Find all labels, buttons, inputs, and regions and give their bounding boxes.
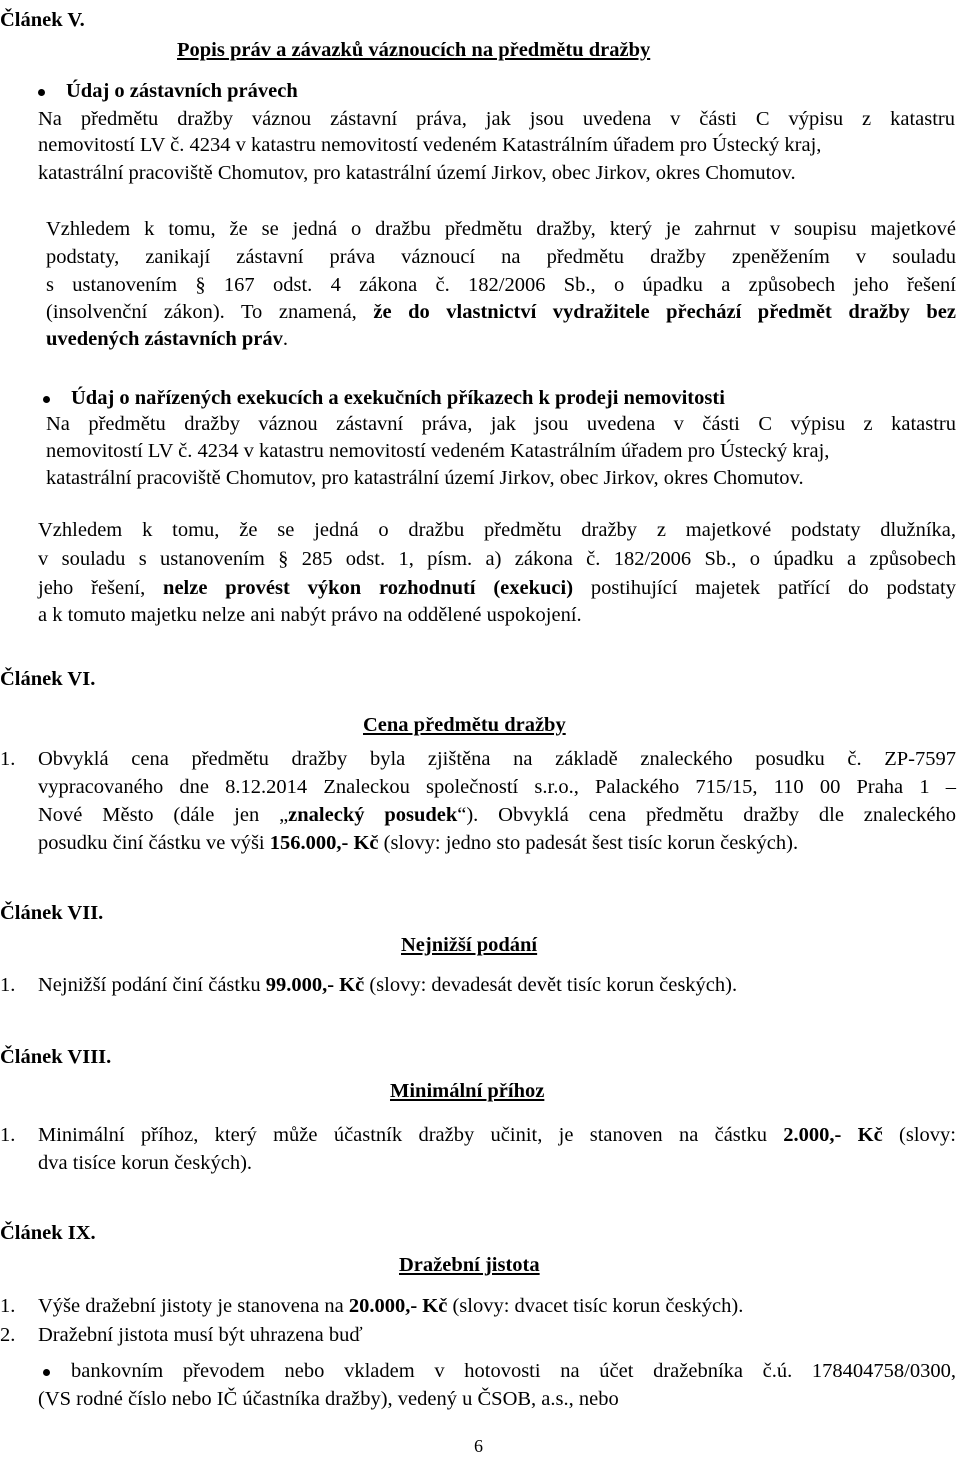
article-vii-title: Nejnižší podání bbox=[401, 934, 538, 956]
paragraph-line: (insolvenční zákon). To znamená, že do vlastnictví vydražitele přechází předmět dražby bez bbox=[46, 301, 956, 323]
bullet-bank-transfer: bankovním převodem nebo vkladem v hotovosti na účet dražebníka č.ú. 178404758/0300, bbox=[71, 1357, 956, 1386]
paragraph-line: nemovitostí LV č. 4234 v katastru nemovitostí vedeném Katastrálním úřadem pro Ústecký kraj, bbox=[46, 440, 830, 462]
list-number: 1. bbox=[0, 1124, 16, 1146]
list-number: 2. bbox=[0, 1324, 16, 1346]
paragraph-line: podstaty, zanikají zástavní práva váznoucí na předmětu dražby zpeněžením v souladu bbox=[46, 246, 956, 268]
bullet-zastavni-prava-title: Údaj o zástavních právech bbox=[66, 77, 298, 106]
page-number: 6 bbox=[474, 1436, 483, 1456]
list-number: 1. bbox=[0, 1295, 16, 1317]
paragraph-line: Výše dražební jistoty je stanovena na 20.000,- Kč (slovy: dvacet tisíc korun českých). bbox=[38, 1295, 744, 1317]
paragraph-line: katastrální pracoviště Chomutov, pro katastrální území Jirkov, obec Jirkov, okres Chomutov. bbox=[38, 162, 796, 184]
list-number: 1. bbox=[0, 974, 16, 996]
paragraph-line: Vzhledem k tomu, že se jedná o dražbu předmětu dražby, který je zahrnut v soupisu majetkové bbox=[46, 218, 956, 240]
paragraph-line: (VS rodné číslo nebo IČ účastníka dražby), vedený u ČSOB, a.s., nebo bbox=[38, 1388, 619, 1410]
paragraph-line: Nejnižší podání činí částku 99.000,- Kč (slovy: devadesát devět tisíc korun českých). bbox=[38, 974, 738, 996]
paragraph-line: Obvyklá cena předmětu dražby byla zjištěna na základě znaleckého posudku č. ZP-7597 bbox=[38, 748, 956, 770]
article-vi-title: Cena předmětu dražby bbox=[363, 714, 566, 736]
paragraph-line: katastrální pracoviště Chomutov, pro katastrální území Jirkov, obec Jirkov, okres Chomutov. bbox=[46, 467, 804, 489]
article-ix-title: Dražební jistota bbox=[399, 1254, 540, 1276]
article-vi-heading: Článek VI. bbox=[0, 668, 96, 690]
paragraph-line: a k tomuto majetku nelze ani nabýt právo na oddělené uspokojení. bbox=[38, 604, 582, 626]
paragraph-line: uvedených zástavních práv. bbox=[46, 328, 289, 350]
paragraph-line: jeho řešení, nelze provést výkon rozhodnutí (exekuci) postihující majetek patřící do podstaty bbox=[38, 577, 956, 599]
paragraph-line: nemovitostí LV č. 4234 v katastru nemovitostí vedeném Katastrálním úřadem pro Ústecký kraj, bbox=[38, 134, 822, 156]
article-ix-heading: Článek IX. bbox=[0, 1222, 96, 1244]
article-viii-title: Minimální příhoz bbox=[390, 1080, 545, 1102]
list-number: 1. bbox=[0, 748, 16, 770]
paragraph-line: Na předmětu dražby váznou zástavní práva, jak jsou uvedena v části C výpisu z katastru bbox=[46, 413, 956, 435]
paragraph-line: Dražební jistota musí být uhrazena buď bbox=[38, 1324, 363, 1346]
article-v-heading: Článek V. bbox=[0, 9, 85, 31]
bullet-exekuce-title: Údaj o nařízených exekucích a exekučních příkazech k prodeji nemovitosti bbox=[71, 384, 725, 413]
article-v-title: Popis práv a závazků váznoucích na předmětu dražby bbox=[177, 39, 651, 61]
paragraph-line: dva tisíce korun českých). bbox=[38, 1152, 253, 1174]
article-viii-heading: Článek VIII. bbox=[0, 1046, 112, 1068]
paragraph-line: Na předmětu dražby váznou zástavní práva, jak jsou uvedena v části C výpisu z katastru bbox=[38, 108, 955, 130]
paragraph-line: v souladu s ustanovením § 285 odst. 1, písm. a) zákona č. 182/2006 Sb., o úpadku a způsobech bbox=[38, 548, 956, 570]
paragraph-line: posudku činí částku ve výši 156.000,- Kč (slovy: jedno sto padesát šest tisíc korun českých). bbox=[38, 832, 799, 854]
paragraph-line: s ustanovením § 167 odst. 4 zákona č. 182/2006 Sb., o úpadku a způsobech jeho řešení bbox=[46, 274, 956, 296]
article-vii-heading: Článek VII. bbox=[0, 902, 104, 924]
paragraph-line: Vzhledem k tomu, že se jedná o dražbu předmětu dražby z majetkové podstaty dlužníka, bbox=[38, 519, 956, 541]
paragraph-line: vypracovaného dne 8.12.2014 Znaleckou společností s.r.o., Palackého 715/15, 110 00 Praha 1 – bbox=[38, 776, 956, 798]
paragraph-line: Nové Město (dále jen „znalecký posudek“). Obvyklá cena předmětu dražby dle znaleckého bbox=[38, 804, 956, 826]
paragraph-line: Minimální příhoz, který může účastník dražby učinit, je stanoven na částku 2.000,- Kč (slovy: bbox=[38, 1124, 956, 1146]
